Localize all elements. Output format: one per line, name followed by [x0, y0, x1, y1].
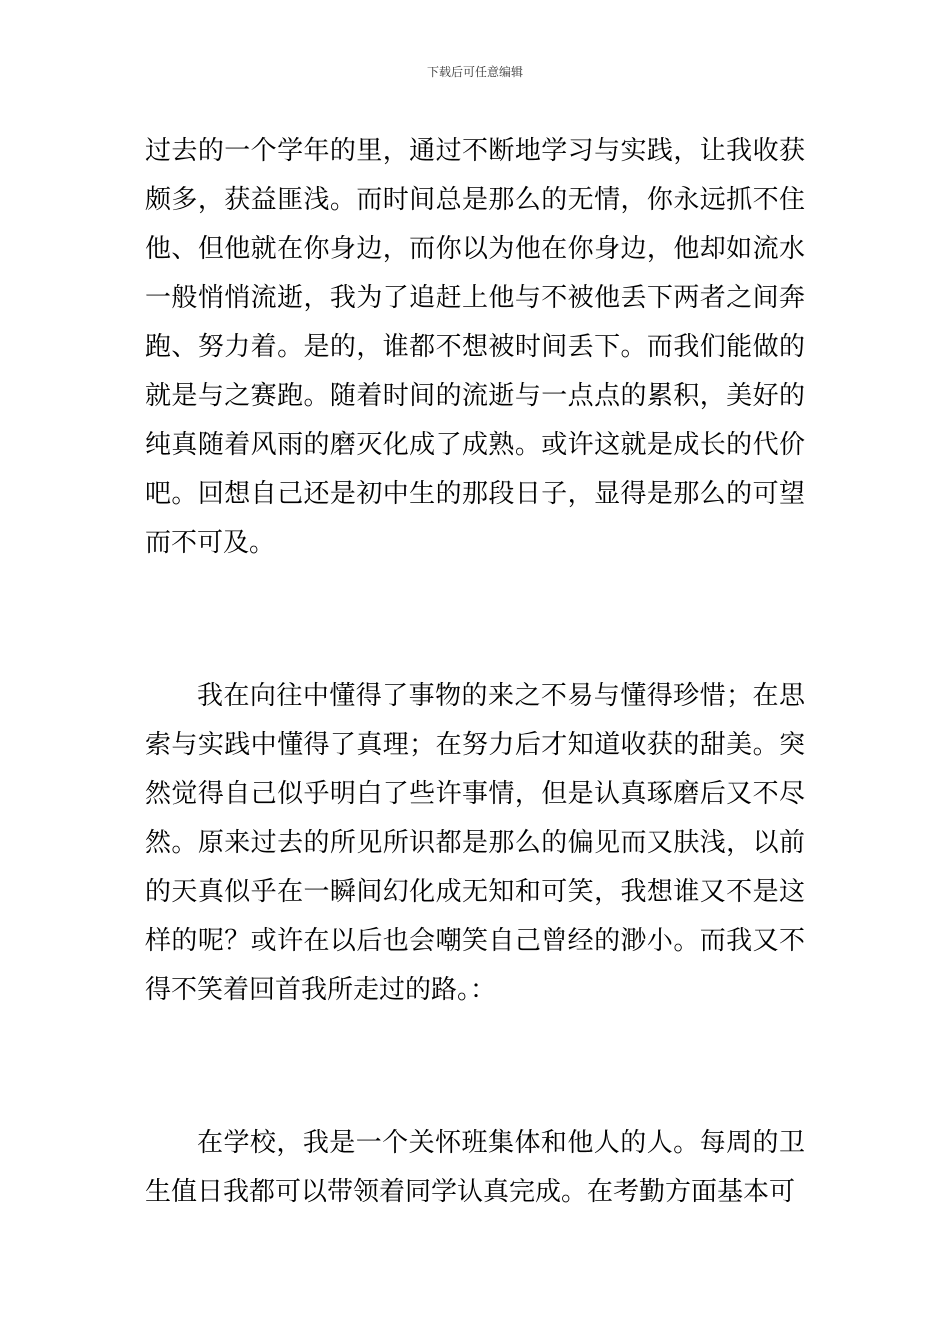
paragraph-3: 在学校，我是一个关怀班集体和他人的人。每周的卫生值日我都可以带领着同学认真完成。在考勤方面基本可	[145, 1128, 805, 1207]
page-header: 下载后可任意编辑	[426, 65, 523, 79]
paragraph-1: 过去的一个学年的里，通过不断地学习与实践，让我收获颇多，获益匪浅。而时间总是那么的无情，你永远抓不住他、但他就在你身边，而你以为他在你身边，他却如流水一般悄悄流逝，我为了追赶上他与不被他丢下两者之间奔跑、努力着。是的，谁都不想被时间丢下。而我们能做的就是与之赛跑。随着时间的流逝与一点点的累积，美好的纯真随着风雨的磨灭化成了成熟。或许这就是成长的代价吧。回想自己还是初中生的那段日子，显得是那么的可望而不可及。	[145, 136, 805, 558]
paragraph-2: 我在向往中懂得了事物的来之不易与懂得珍惜；在思索与实践中懂得了真理；在努力后才知道收获的甜美。突然觉得自己似乎明白了些许事情，但是认真琢磨后又不尽然。原来过去的所见所识都是那么的偏见而又肤浅，以前的天真似乎在一瞬间幻化成无知和可笑，我想谁又不是这样的呢？或许在以后也会嘲笑自己曾经的渺小。而我又不得不笑着回首我所走过的路。：	[145, 681, 805, 1005]
